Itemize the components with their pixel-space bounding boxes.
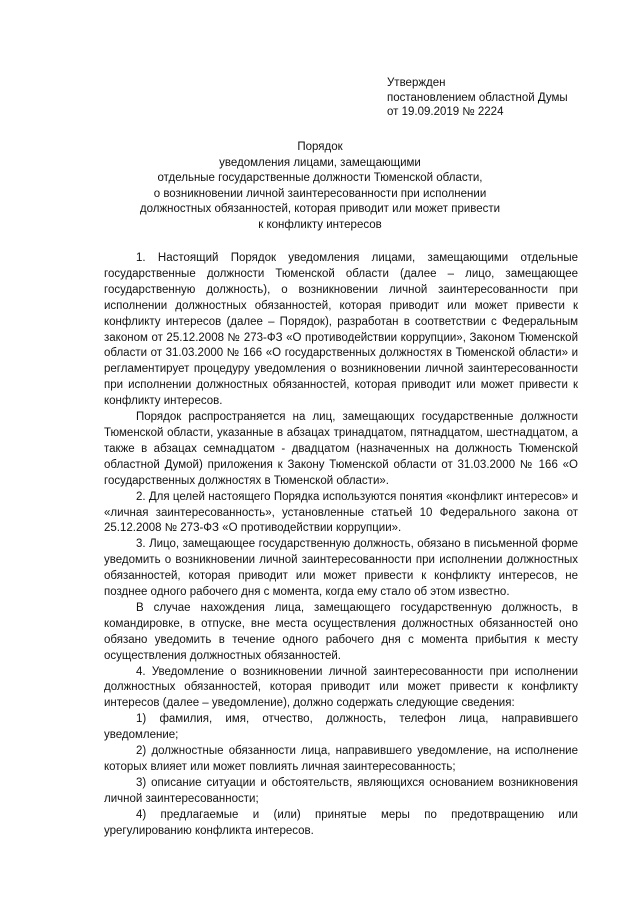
heading-line-5: к конфликту интересов (258, 218, 382, 231)
paragraph-3-trip: В случае нахождения лица, замещающего государственную должность, в командировке, в отпуске, вне места осуществления должностных обязанностей оно обязано уведомить в течение одного рабочего дня с момента прибытия к месту осуществления должностных обязанностей. (104, 601, 578, 662)
paragraph-1: 1. Настоящий Порядок уведомления лицами, замещающими отдельные государственные должности Тюменской области (далее – лицо, замещающее государственную должность), о возникновении личной заинтересованности при исполнении должностных обязанностей, которая приводит или может привести к конфликту интересов (далее – Порядок), разработан в соответствии с Федеральным законом от 25.12.2008 № 273-ФЗ «О противодействии коррупции», Законом Тюменской области от 31.03.2000 № 166 «О государственных должностях в Тюменской области» и регламентирует процедуру уведомления о возникновении личной заинтересованности при исполнении должностных обязанностей, которая приводит или может привести к конфликту интересов. (104, 252, 578, 408)
document-heading (100, 140, 540, 234)
list-item-2: 2) должностные обязанности лица, направившего уведомление, на исполнение которых влияет или может повлиять личная заинтересованность; (104, 745, 578, 773)
approval-line-3: от 19.09.2019 № 2224 (387, 106, 504, 118)
approval-stamp (387, 76, 617, 120)
heading-line-3: о возникновении личной заинтересованности при исполнении (153, 187, 487, 200)
heading-title: Порядок (297, 141, 343, 153)
approval-line-1: Утвержден (387, 77, 446, 89)
list-item-4: 4) предлагаемые и (или) принятые меры по предотвращению или урегулированию конфликта интересов. (104, 808, 578, 837)
heading-line-1: уведомления лицами, замещающими (219, 156, 421, 169)
document-body (104, 251, 578, 840)
paragraph-4: 4. Уведомление о возникновении личной заинтересованности при исполнении должностных обязанностей, которая приводит или может привести к конфликту интересов (далее – уведомление), должно содержать следующие сведения: (104, 665, 578, 710)
paragraph-1-scope: Порядок распространяется на лиц, замещающих государственные должности Тюменской области, указанные в абзацах тринадцатом, пятнадцатом, шестнадцатом, а также в абзацах семнадцатом - двадцатом (назначенных на должность Тюменской областной Думой) приложения к Закону Тюменской области от 31.03.2000 № 166 «О государственных должностях в Тюменской области». (104, 411, 578, 487)
approval-line-2: постановлением областной Думы (387, 91, 568, 104)
paragraph-2: 2. Для целей настоящего Порядка используются понятия «конфликт интересов» и «личная заинтересованность», установленные статьей 10 Федерального закона от 25.12.2008 № 273-ФЗ «О противодействии коррупции». (104, 490, 578, 535)
heading-line-4: должностных обязанностей, которая приводит или может привести (139, 203, 501, 216)
list-item-1: 1) фамилия, имя, отчество, должность, телефон лица, направившего уведомление; (104, 713, 578, 742)
list-item-3: 3) описание ситуации и обстоятельств, являющихся основанием возникновения личной заинтересованности; (104, 776, 578, 805)
paragraph-3: 3. Лицо, замещающее государственную должность, обязано в письменной форме уведомить о возникновении личной заинтересованности при исполнении должностных обязанностей, которая приводит или может привести к конфликту интересов, не позднее одного рабочего дня с момента, когда ему стало об этом известно. (104, 538, 578, 599)
heading-line-2: отдельные государственные должности Тюменской области, (157, 172, 483, 185)
